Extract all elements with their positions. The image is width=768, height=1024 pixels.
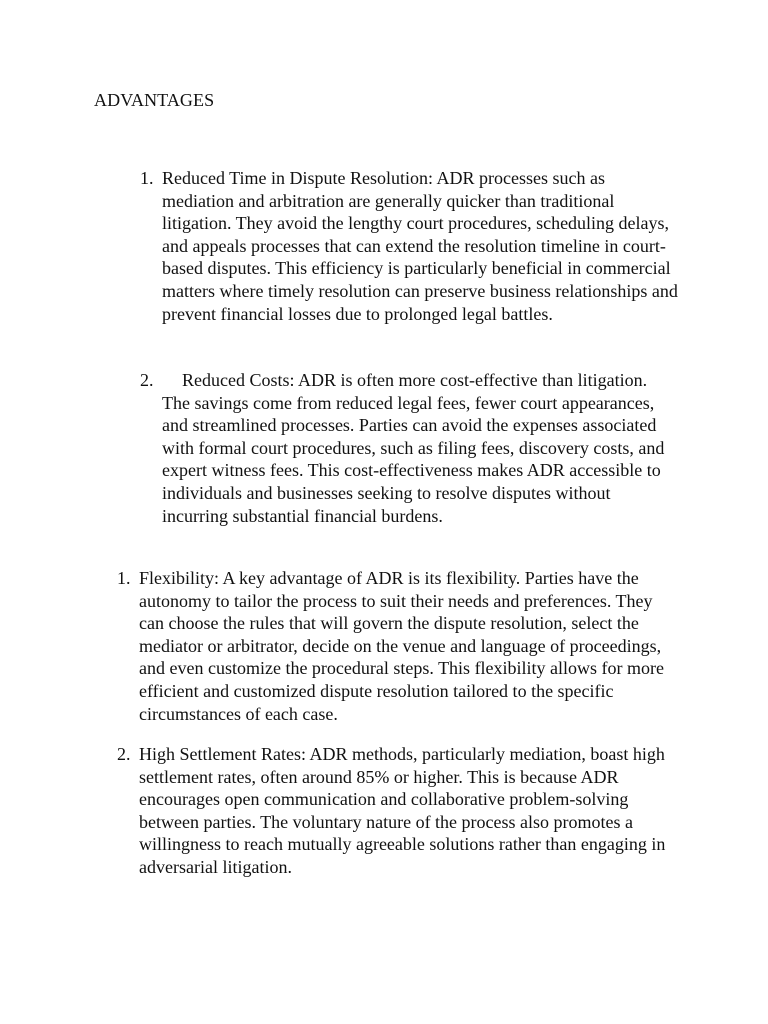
- list-item-number: 2.: [140, 370, 154, 390]
- list-item: [117, 567, 679, 725]
- list-item: [117, 743, 679, 879]
- list-item-number: 2.: [117, 744, 131, 764]
- list-item-text: High Settlement Rates: ADR methods, particularly mediation, boast high settlement rates, often around 85% or higher. This is because ADR encourages open communication and collaborative problem-solving between parties. The voluntary nature of the process also promotes a willingness to reach mutually agreeable solutions rather than engaging in adversarial litigation.: [139, 744, 666, 877]
- document-heading: ADVANTAGES: [94, 90, 215, 110]
- list-item-number: 1.: [140, 168, 154, 188]
- list-item-text: Flexibility: A key advantage of ADR is its flexibility. Parties have the autonomy to tailor the process to suit their needs and preferences. They can choose the rules that will govern the dispute resolution, select the mediator or arbitrator, decide on the venue and language of proceedings, and even customize the procedural steps. This flexibility allows for more efficient and customized dispute resolution tailored to the specific circumstances of each case.: [139, 568, 665, 724]
- list-item-number: 1.: [117, 568, 131, 588]
- list-item: [140, 369, 678, 527]
- list-item-text: Reduced Costs: ADR is often more cost-effective than litigation. The savings come from reduced legal fees, fewer court appearances, and streamlined processes. Parties can avoid the expenses associated with formal court procedures, such as filing fees, discovery costs, and expert witness fees. This cost-effectiveness makes ADR accessible to individuals and businesses seeking to resolve disputes without incurring substantial financial burdens.: [162, 370, 665, 526]
- list-item: [140, 167, 678, 325]
- list-item-text: Reduced Time in Dispute Resolution: ADR processes such as mediation and arbitration are generally quicker than traditional litigation. They avoid the lengthy court procedures, scheduling delays, and appeals processes that can extend the resolution timeline in court-based disputes. This efficiency is particularly beneficial in commercial matters where timely resolution can preserve business relationships and prevent financial losses due to prolonged legal battles.: [162, 168, 678, 324]
